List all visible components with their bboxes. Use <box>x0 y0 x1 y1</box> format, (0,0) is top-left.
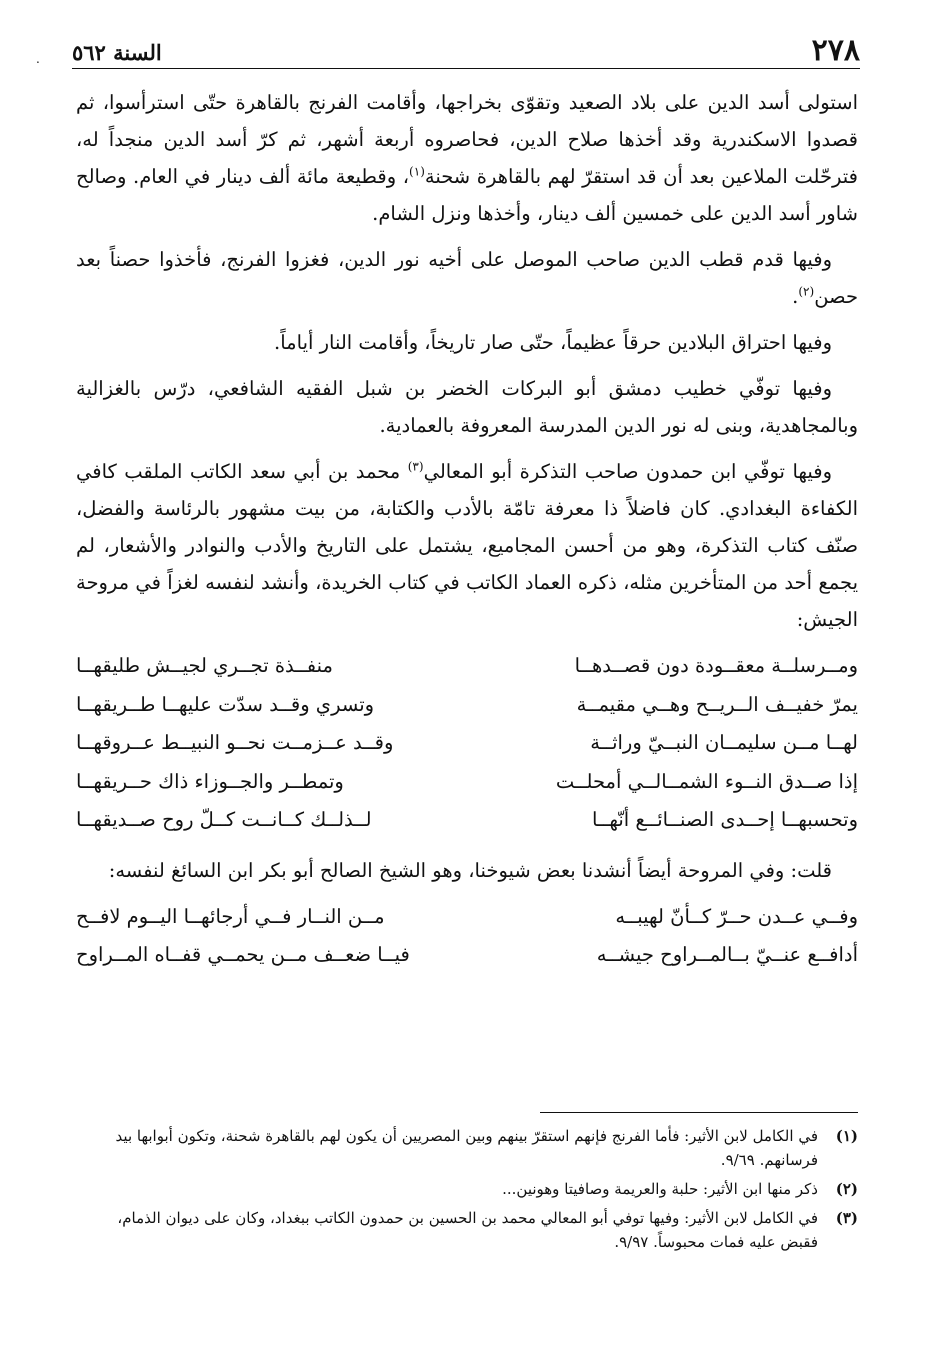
paragraph-6: قلت: وفي المروحة أيضاً أنشدنا بعض شيوخنا، وهو الشيخ الصالح أبو بكر ابن السائغ لنفسه: <box>108 858 832 882</box>
footnote-number: (٣) <box>835 1209 858 1227</box>
verse <box>76 686 858 725</box>
verse-first-half: أدافــع عنــيّ بــالمــراوح جيشــه <box>596 943 858 967</box>
page-number: ٢٧٨ <box>811 33 860 68</box>
verse-first-half: وفــي عــدن حــرّ كــأنّ لهيبــه <box>615 904 858 928</box>
paragraph-5: وفيها توفّي ابن حمدون صاحب التذكرة أبو المعالي$^{(٣)}$ محمد بن أبي سعد الكاتب الملقب كافي الكفاءة البغدادي. كان فاضلاً ذا معرفة تامّة بالأدب والكتابة، من بيت مشهور بالرئاسة والفضل، صنّف كتاب التذكرة، وهو من أحسن المجاميع، يشتمل على التاريخ والأدب والنوادر والأشعار، لم يجمع أحد من المتأخرين مثله، ذكره العماد الكاتب في كتاب الخريدة، وأنشد لنفسه لغزاً في مروحة الجيش: <box>76 459 858 631</box>
footnote-text: ذكر منها ابن الأثير: حلبة والعريمة وصافيتا وهونين... <box>502 1180 818 1198</box>
verse <box>76 647 858 686</box>
verse-second-half: مــن النــار فــي أرجائهــا اليــوم لافــح <box>76 904 385 928</box>
footnote-text: في الكامل لابن الأثير: وفيها توفي أبو المعالي محمد بن الحسين بن حمدون الكاتب ببغداد، وكان على ديوان الذمام، فقبض عليه فمات محبوساً. ٩/٩٧. <box>117 1209 818 1251</box>
verse <box>76 936 858 975</box>
verse <box>76 724 858 763</box>
poem-aden-heat <box>76 898 858 975</box>
footnote-1 <box>76 1124 858 1172</box>
footnote-number: (١) <box>835 1127 858 1145</box>
verse-second-half: فيــا ضعــف مــن يحمــي قفــاه المــراوح <box>76 943 410 967</box>
paragraph-1: استولى أسد الدين على بلاد الصعيد وتقوّى بخراجها، وأقامت الفرنج بالقاهرة حتّى استرأسوا، ثم قصدوا الاسكندرية وقد أخذها صلاح الدين، فحاصروه أربعة أشهر، ثم كرّ أسد الدين منجداً له، فترحّلت الملاعين بعد أن قد استقرّ لهم بالقاهرة شحنة$^{(١)}$، وقطيعة مائة ألف دينار في العام. وصالح شاور أسد الدين على خمسين ألف دينار، وأخذها ونزل الشام. <box>76 91 858 225</box>
verse <box>76 898 858 937</box>
paragraph-3: وفيها احتراق البلادين حرقاً عظيماً، حتّى صار تاريخاً، وأقامت النار أياماً. <box>274 331 832 354</box>
verse-first-half: وتحسبهــا إحــدى الصنــائــع أنّهــا <box>591 808 858 832</box>
footnote-divider <box>540 1112 858 1113</box>
footnote-ref-1: (١) <box>409 164 425 179</box>
verse-second-half: منفــذة تجــري لجيــش طليقهــا <box>76 654 333 678</box>
page-header <box>72 33 860 69</box>
verse-second-half: وقــد عــزمــت نحــو النبيــط عــروقهــا <box>76 731 394 755</box>
verse-first-half: ومــرسلــة معقــودة دون قصــدهــا <box>574 654 858 678</box>
poem-fan-riddle <box>76 647 858 840</box>
main-text <box>76 84 858 987</box>
footnote-ref-3: (٣) <box>407 459 424 474</box>
footnote-2 <box>76 1177 858 1201</box>
margin-mark: . <box>36 52 40 66</box>
footnotes <box>76 1124 858 1259</box>
verse-second-half: وتمطــر والجــوزاء ذاك حــريقهــا <box>76 769 344 793</box>
verse <box>76 763 858 802</box>
footnote-number: (٢) <box>835 1180 858 1198</box>
verse <box>76 801 858 840</box>
verse-second-half: وتسري وقــد سدّت عليهــا طــريقهــا <box>76 692 375 716</box>
verse-first-half: لهــا مــن سليمــان النبــيّ وراثــة <box>590 731 858 755</box>
footnote-3 <box>76 1206 858 1254</box>
paragraph-4: وفيها توفّي خطيب دمشق أبو البركات الخضر بن شبل الفقيه الشافعي، درّس بالغزالية وبالمجاهدية، وبنى له نور الدين المدرسة المعروفة بالعمادية. <box>76 377 858 437</box>
verse-second-half: لــذلــك كــانــت كــلّ روح صــديقهــا <box>76 808 372 832</box>
footnote-text: في الكامل لابن الأثير: فأما الفرنج فإنهم استقرّ بينهم وبين المصريين أن يكون لهم بالقاهرة شحنة، وتكون أبوابها بيد فرسانهم. ٩/٦٩. <box>115 1127 818 1169</box>
footnote-ref-2: (٢) <box>798 284 815 299</box>
verse-first-half: إذا صــدق النــوء الشمــالــي أمحلــت <box>555 769 858 793</box>
running-head: السنة ٥٦٢ <box>72 40 162 65</box>
paragraph-2: وفيها قدم قطب الدين صاحب الموصل على أخيه نور الدين، فغزوا الفرنج، فأخذوا حصناً بعد حصن$^{(٢)}$. <box>76 248 858 308</box>
verse-first-half: يمرّ خفيــف الــريــح وهــي مقيمــة <box>576 692 858 716</box>
